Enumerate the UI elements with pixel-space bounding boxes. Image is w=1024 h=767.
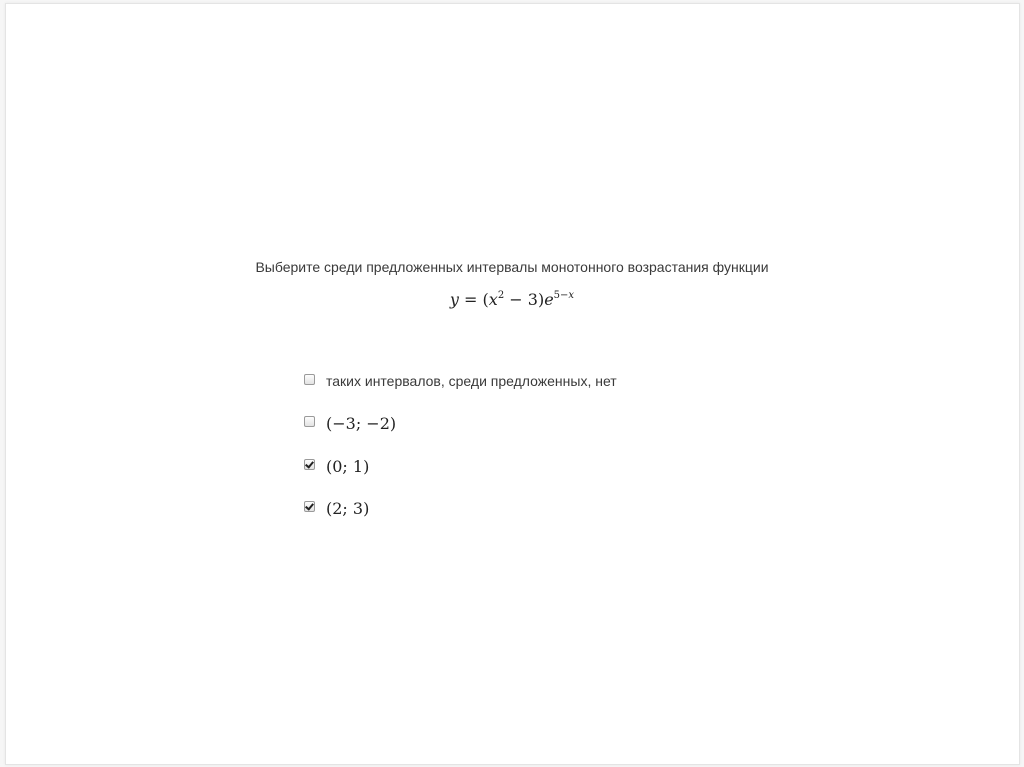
option-no-intervals[interactable] (302, 360, 617, 403)
option-interval-2-3[interactable] (302, 488, 617, 531)
formula-minus-three: − 3) (504, 290, 545, 309)
question-text: Выберите среди предложенных интервалы монотонного возрастания функции (255, 259, 769, 275)
formula-lhs: y (449, 290, 459, 309)
checkbox-icon[interactable] (304, 416, 315, 427)
formula-exponent-number: 5− (553, 290, 569, 301)
answer-options (302, 360, 617, 530)
option-interval-minus3-minus2[interactable] (302, 403, 617, 446)
formula-base: x (488, 290, 498, 309)
option-label: (2; 3) (326, 499, 370, 519)
formula-equals: = ( (458, 290, 489, 309)
option-label: (0; 1) (326, 456, 370, 476)
checkbox-icon[interactable] (304, 374, 315, 385)
checkbox-icon[interactable] (304, 459, 315, 470)
formula-base-exponent: 2 (497, 290, 505, 301)
formula-exp-base: e (544, 290, 554, 309)
formula-exponent-variable: x (568, 290, 575, 301)
function-formula (229, 285, 795, 311)
option-label: (−3; −2) (326, 414, 397, 434)
question-block (229, 259, 795, 311)
checkbox-icon[interactable] (304, 501, 315, 512)
slide-page (5, 3, 1020, 765)
option-label: таких интервалов, среди предложенных, нет (326, 373, 617, 390)
formula-exponent (554, 290, 574, 301)
option-interval-0-1[interactable] (302, 445, 617, 488)
